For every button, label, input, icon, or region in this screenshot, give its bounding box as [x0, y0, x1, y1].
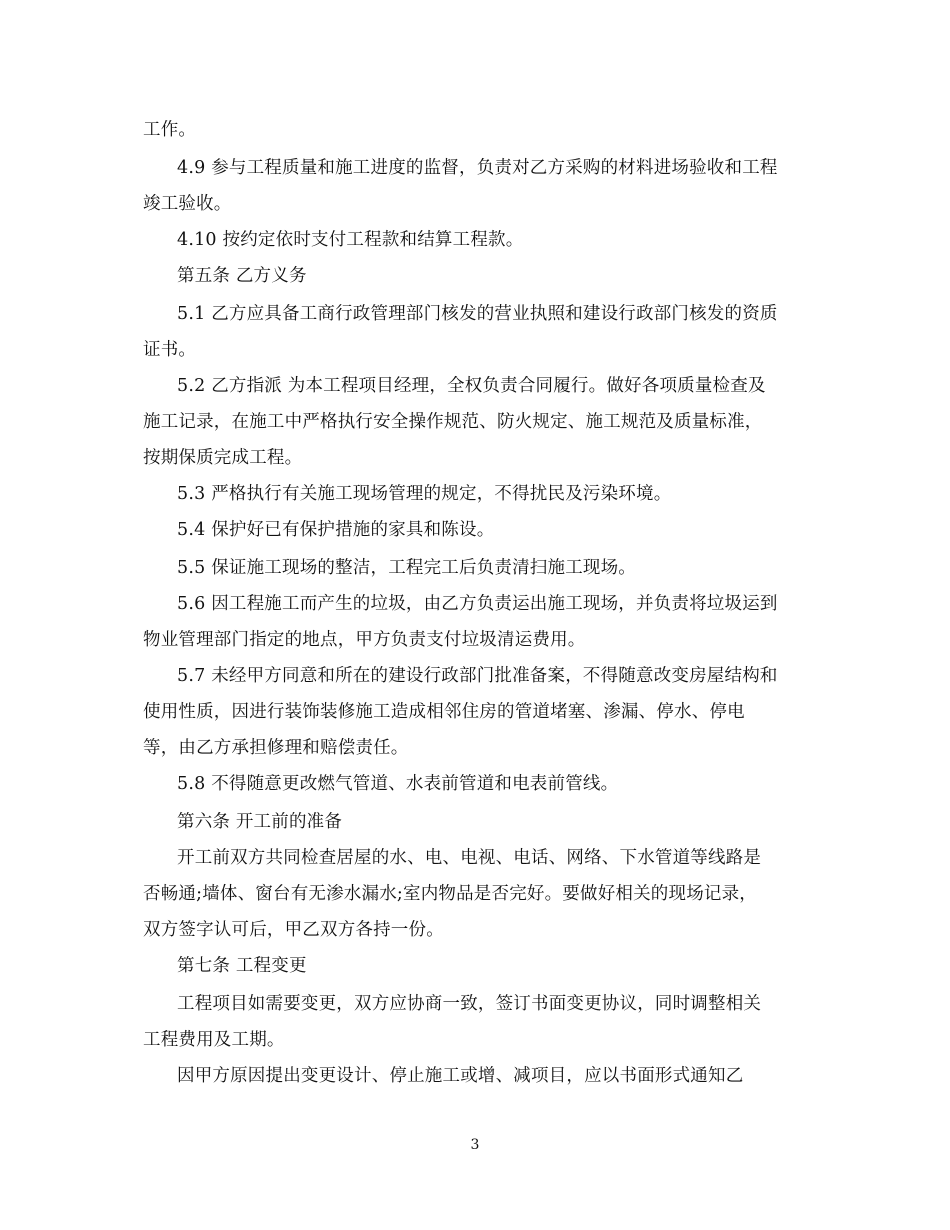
text-line: 施工记录，在施工中严格执行安全操作规范、防火规定、施工规范及质量标准，: [143, 412, 763, 432]
text-line: 否畅通;墙体、窗台有无渗水漏水;室内物品是否完好。要做好相关的现场记录，: [143, 884, 757, 904]
text-line: 竣工验收。: [143, 194, 232, 214]
text-line: 4.10 按约定依时支付工程款和结算工程款。: [177, 230, 524, 250]
text-line: 5.3 严格执行有关施工现场管理的规定，不得扰民及污染环境。: [177, 484, 672, 504]
text-line: 5.8 不得随意更改燃气管道、水表前管道和电表前管线。: [177, 774, 619, 794]
text-line: 使用性质，因进行装饰装修施工造成相邻住房的管道堵塞、渗漏、停水、停电: [143, 702, 745, 722]
text-line: 开工前双方共同检查居屋的水、电、电视、电话、网络、下水管道等线路是: [177, 848, 762, 868]
section-heading: 第七条 工程变更: [177, 956, 307, 976]
text-line: 5.4 保护好已有保护措施的家具和陈设。: [177, 520, 495, 540]
text-line: 5.1 乙方应具备工商行政管理部门核发的营业执照和建设行政部门核发的资质: [177, 304, 778, 324]
text-line: 4.9 参与工程质量和施工进度的监督，负责对乙方采购的材料进场验收和工程: [177, 158, 778, 178]
page-number: 3: [470, 1137, 480, 1153]
text-line: 双方签字认可后，甲乙双方各持一份。: [143, 920, 444, 940]
text-line: 证书。: [143, 340, 197, 360]
text-line: 工作。: [143, 120, 197, 140]
text-line: 5.7 未经甲方同意和所在的建设行政部门批准备案，不得随意改变房屋结构和: [177, 666, 778, 686]
text-line: 5.2 乙方指派 为本工程项目经理，全权负责合同履行。做好各项质量检查及: [177, 376, 766, 396]
text-line: 因甲方原因提出变更设计、停止施工或增、减项目，应以书面形式通知乙: [177, 1066, 744, 1086]
text-line: 工程项目如需要变更，双方应协商一致，签订书面变更协议，同时调整相关: [177, 994, 762, 1014]
text-line: 5.5 保证施工现场的整洁，工程完工后负责清扫施工现场。: [177, 558, 636, 578]
text-line: 5.6 因工程施工而产生的垃圾，由乙方负责运出施工现场，并负责将垃圾运到: [177, 594, 778, 614]
section-heading: 第六条 开工前的准备: [177, 812, 343, 832]
section-heading: 第五条 乙方义务: [177, 266, 307, 286]
text-line: 等，由乙方承担修理和赔偿责任。: [143, 738, 409, 758]
text-line: 按期保质完成工程。: [143, 448, 303, 468]
text-line: 物业管理部门指定的地点，甲方负责支付垃圾清运费用。: [143, 630, 586, 650]
text-line: 工程费用及工期。: [143, 1030, 285, 1050]
